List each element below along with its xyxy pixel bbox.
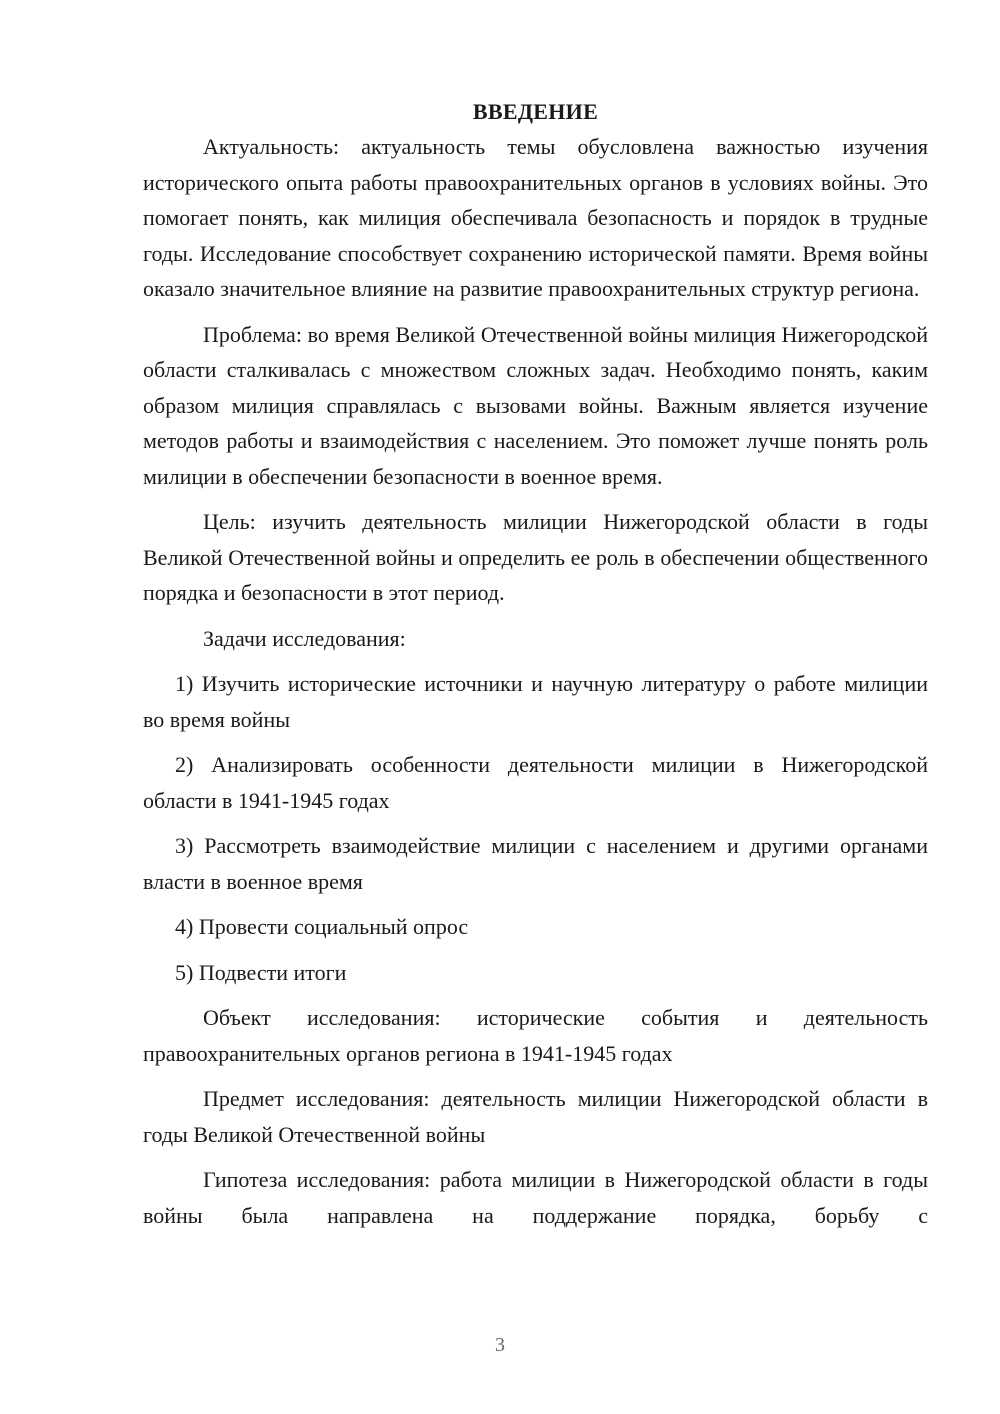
- task-item-4: 4) Провести социальный опрос: [175, 914, 469, 939]
- task-item-2: 2) Анализировать особенности деятельности милиции в Нижегородской области в 1941-1945 годах: [143, 752, 928, 813]
- subject-paragraph: Предмет исследования: деятельность милиции Нижегородской области в годы Великой Отечественной войны: [143, 1086, 928, 1147]
- problem-paragraph: Проблема: во время Великой Отечественной войны милиция Нижегородской области сталкивалась с множеством сложных задач. Необходимо понять, каким образом милиция справлялась с вызовами войны. Важным является изучение методов работы и взаимодействия с населением. Это поможет лучше понять роль милиции в обеспечении безопасности в военное время.: [143, 321, 928, 489]
- task-item-1: 1) Изучить исторические источники и научную литературу о работе милиции во время войны: [143, 671, 928, 732]
- task-item-5: 5) Подвести итоги: [175, 959, 347, 985]
- object-paragraph: Объект исследования: исторические события и деятельность правоохранительных органов региона в 1941-1945 годах: [143, 1005, 928, 1066]
- page-title: ВВЕДЕНИЕ: [472, 99, 599, 124]
- page-number: 3: [495, 1334, 505, 1356]
- hypothesis-paragraph: Гипотеза исследования: работа милиции в Нижегородской области в годы войны была направлена на поддержание порядка, борьбу с: [143, 1167, 928, 1228]
- relevance-paragraph: Актуальность: актуальность темы обусловлена важностью изучения исторического опыта работы правоохранительных органов в условиях войны. Это помогает понять, как милиция обеспечивала безопасность и порядок в трудные годы. Исследование способствует сохранению исторической памяти. Время войны оказало значительное влияние на развитие правоохранительных структур региона.: [143, 134, 928, 301]
- goal-paragraph: Цель: изучить деятельность милиции Нижегородской области в годы Великой Отечественной войны и определить ее роль в обеспечении общественного порядка и безопасности в этот период.: [143, 509, 928, 605]
- tasks-heading: Задачи исследования:: [203, 625, 406, 651]
- task-item-3: 3) Рассмотреть взаимодействие милиции с населением и другими органами власти в военное время: [143, 833, 928, 894]
